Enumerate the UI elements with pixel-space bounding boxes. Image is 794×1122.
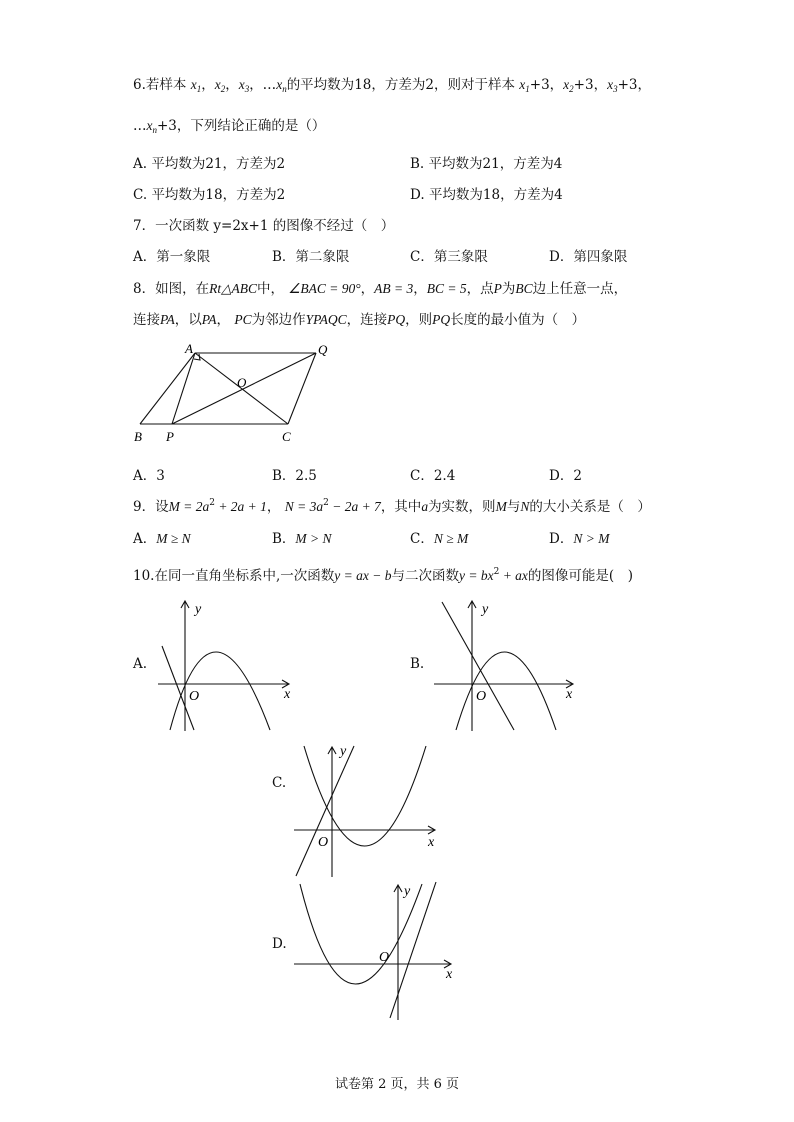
q8-stem-line2: 连接PA，以PA， PC为邻边作YPAQC，连接PQ，则PQ长度的最小值为（ ） bbox=[133, 312, 586, 328]
y-label: y bbox=[340, 744, 347, 759]
q6-stem-line1: 6.若样本 $x_1$，$x_2$，$x_3$，$\dots x_n$的平均数为18，方差为2，则对于样本 $x_1+3$，$x_2+3$，$x_3+3$， bbox=[133, 77, 651, 94]
q6-option-a[interactable]: A. 平均数为21，方差为2 bbox=[133, 156, 286, 172]
q10-option-b-label[interactable]: B. bbox=[410, 656, 425, 672]
q6-stem-line2: $\dots x_n+3$，下列结论正确的是（） bbox=[133, 118, 326, 135]
page-footer: 试卷第 2 页，共 6 页 bbox=[334, 1077, 460, 1092]
origin-label: O bbox=[476, 689, 487, 704]
edge-ab bbox=[140, 353, 195, 424]
label-c: C bbox=[282, 429, 291, 444]
q8-option-b[interactable]: B．2.5 bbox=[272, 468, 317, 484]
edge-qc bbox=[288, 353, 316, 424]
q10-graph-c[interactable] bbox=[290, 740, 450, 880]
q10-option-d-label[interactable]: D. bbox=[272, 936, 287, 952]
parabola bbox=[456, 652, 556, 730]
label-o: O bbox=[237, 375, 247, 390]
x-label: x bbox=[566, 687, 573, 702]
q8-option-d[interactable]: D．2 bbox=[549, 468, 582, 484]
y-label: y bbox=[195, 602, 202, 617]
parabola bbox=[304, 746, 426, 846]
q9-option-c[interactable]: C．N ≥ M bbox=[410, 531, 469, 547]
q10-graph-b[interactable] bbox=[428, 594, 578, 734]
y-label: y bbox=[482, 602, 489, 617]
segment-pa bbox=[172, 353, 195, 424]
linear-line bbox=[162, 646, 194, 730]
q9-stem: 9．设$M = 2a^2 + 2a + 1$， $N = 3a^2 - 2a + 7$，其中a为实数，则M与N的大小关系是（ ） bbox=[133, 498, 651, 515]
q10-option-c-label[interactable]: C. bbox=[272, 775, 287, 791]
q7-option-c[interactable]: C．第三象限 bbox=[410, 249, 488, 265]
x-label: x bbox=[446, 967, 453, 982]
x-label: x bbox=[428, 835, 435, 850]
q10-option-a-label[interactable]: A. bbox=[133, 656, 148, 672]
origin-label: O bbox=[379, 950, 390, 965]
label-b: B bbox=[134, 429, 142, 444]
linear-line bbox=[296, 746, 354, 876]
q8-option-c[interactable]: C．2.4 bbox=[410, 468, 456, 484]
y-label: y bbox=[404, 884, 411, 899]
q10-graph-a[interactable] bbox=[152, 594, 302, 734]
q7-option-b[interactable]: B．第二象限 bbox=[272, 249, 350, 265]
q6-option-d[interactable]: D. 平均数为18，方差为4 bbox=[410, 187, 563, 203]
parabola bbox=[300, 884, 422, 984]
q7-stem: 7．一次函数 y=2x+1 的图像不经过（ ） bbox=[133, 218, 395, 234]
q8-option-a[interactable]: A．3 bbox=[133, 468, 165, 484]
q9-option-b[interactable]: B．M > N bbox=[272, 531, 332, 547]
linear-line bbox=[390, 882, 436, 1018]
q10-graph-d[interactable] bbox=[290, 878, 470, 1023]
q10-stem: 10.在同一直角坐标系中,一次函数y = ax − b与二次函数$y = bx^2$ + ax的图像可能是( ) bbox=[133, 567, 633, 584]
x-label: x bbox=[284, 687, 291, 702]
label-q: Q bbox=[318, 342, 328, 357]
q9-option-d[interactable]: D．N > M bbox=[549, 531, 610, 547]
q8-stem-line1: 8．如图，在Rt△ABC中， ∠BAC = 90°，AB = 3，BC = 5，点P为BC边上任意一点， bbox=[133, 281, 628, 297]
label-a: A bbox=[185, 341, 193, 356]
origin-label: O bbox=[189, 689, 200, 704]
q9-option-a[interactable]: A．M ≥ N bbox=[133, 531, 191, 547]
q8-parallelogram-figure bbox=[130, 338, 350, 448]
label-p: P bbox=[166, 429, 174, 444]
q7-option-d[interactable]: D．第四象限 bbox=[549, 249, 628, 265]
q6-option-b[interactable]: B. 平均数为21，方差为4 bbox=[410, 156, 563, 172]
origin-label: O bbox=[318, 835, 329, 850]
q6-option-c[interactable]: C. 平均数为18，方差为2 bbox=[133, 187, 286, 203]
linear-line bbox=[442, 602, 514, 730]
q7-option-a[interactable]: A．第一象限 bbox=[133, 249, 211, 265]
